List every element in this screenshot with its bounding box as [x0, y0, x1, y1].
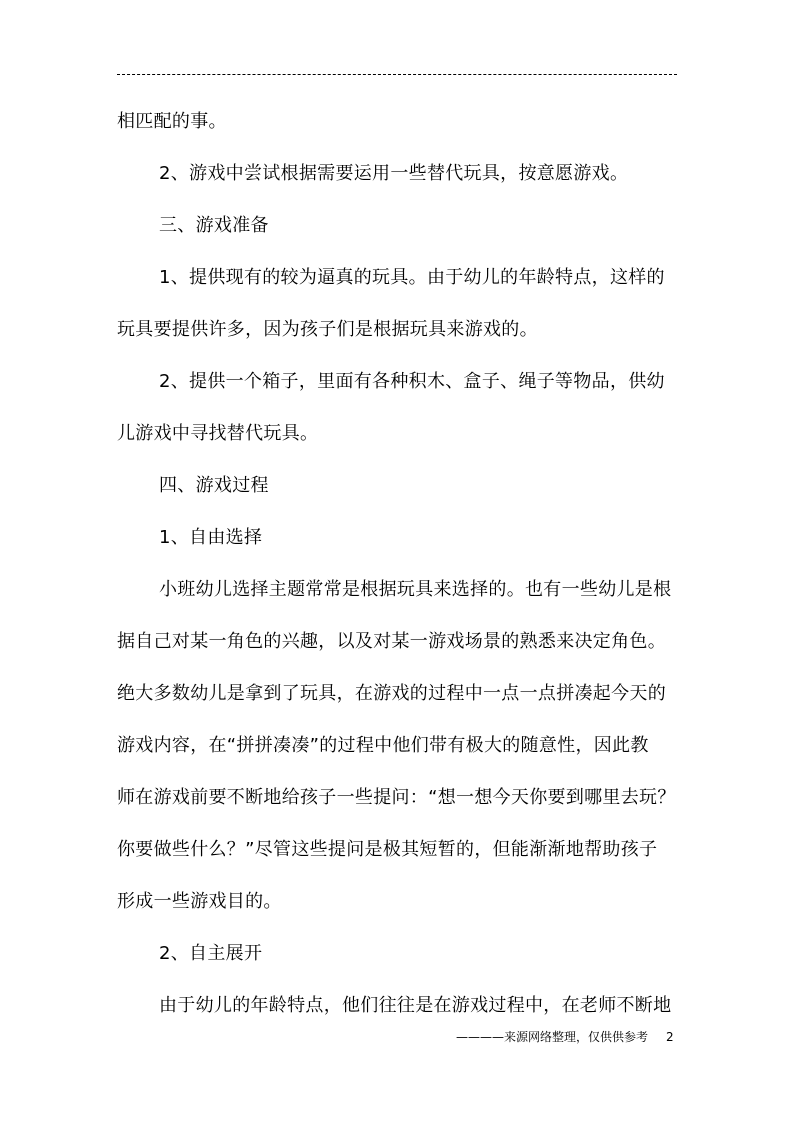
text-line-15: 你要做些什么？”尽管这些提问是极其短暂的，但能渐渐地帮助孩子	[117, 839, 658, 860]
text-line-10: 小班幼儿选择主题常常是根据玩具来选择的。也有一些幼儿是根	[159, 579, 672, 600]
text-line-12: 绝大多数幼儿是拿到了玩具，在游戏的过程中一点一点拼凑起今天的	[117, 683, 666, 704]
text-line-4: 1、提供现有的较为逼真的玩具。由于幼儿的年龄特点，这样的	[159, 267, 665, 288]
subheading-self-directed: 2、自主展开	[159, 943, 263, 964]
text-line-16: 形成一些游戏目的。	[117, 891, 282, 912]
section-heading-process: 四、游戏过程	[159, 475, 269, 496]
subheading-free-choice: 1、自由选择	[159, 527, 263, 548]
header-dashed-rule	[117, 74, 677, 75]
text-line-1: 相匹配的事。	[117, 111, 227, 132]
text-line-2: 2、游戏中尝试根据需要运用一些替代玩具，按意愿游戏。	[159, 163, 629, 184]
text-line-13: 游戏内容，在“拼拼凑凑”的过程中他们带有极大的随意性，因此教	[117, 735, 649, 756]
footer-source-note: ————来源网络整理，仅供供参考	[456, 1030, 649, 1044]
section-heading-prep: 三、游戏准备	[159, 215, 269, 236]
text-line-7: 儿游戏中寻找替代玩具。	[117, 423, 319, 444]
text-line-6: 2、提供一个箱子，里面有各种积木、盒子、绳子等物品，供幼	[159, 371, 665, 392]
text-line-18: 由于幼儿的年龄特点，他们往往是在游戏过程中，在老师不断地	[159, 995, 672, 1016]
text-line-5: 玩具要提供许多，因为孩子们是根据玩具来游戏的。	[117, 319, 538, 340]
page-footer	[456, 1028, 674, 1046]
text-line-11: 据自己对某一角色的兴趣，以及对某一游戏场景的熟悉来决定角色。	[117, 631, 666, 652]
text-line-14: 师在游戏前要不断地给孩子一些提问：“想一想今天你要到哪里去玩？	[117, 787, 676, 808]
page-number: 2	[666, 1030, 674, 1044]
